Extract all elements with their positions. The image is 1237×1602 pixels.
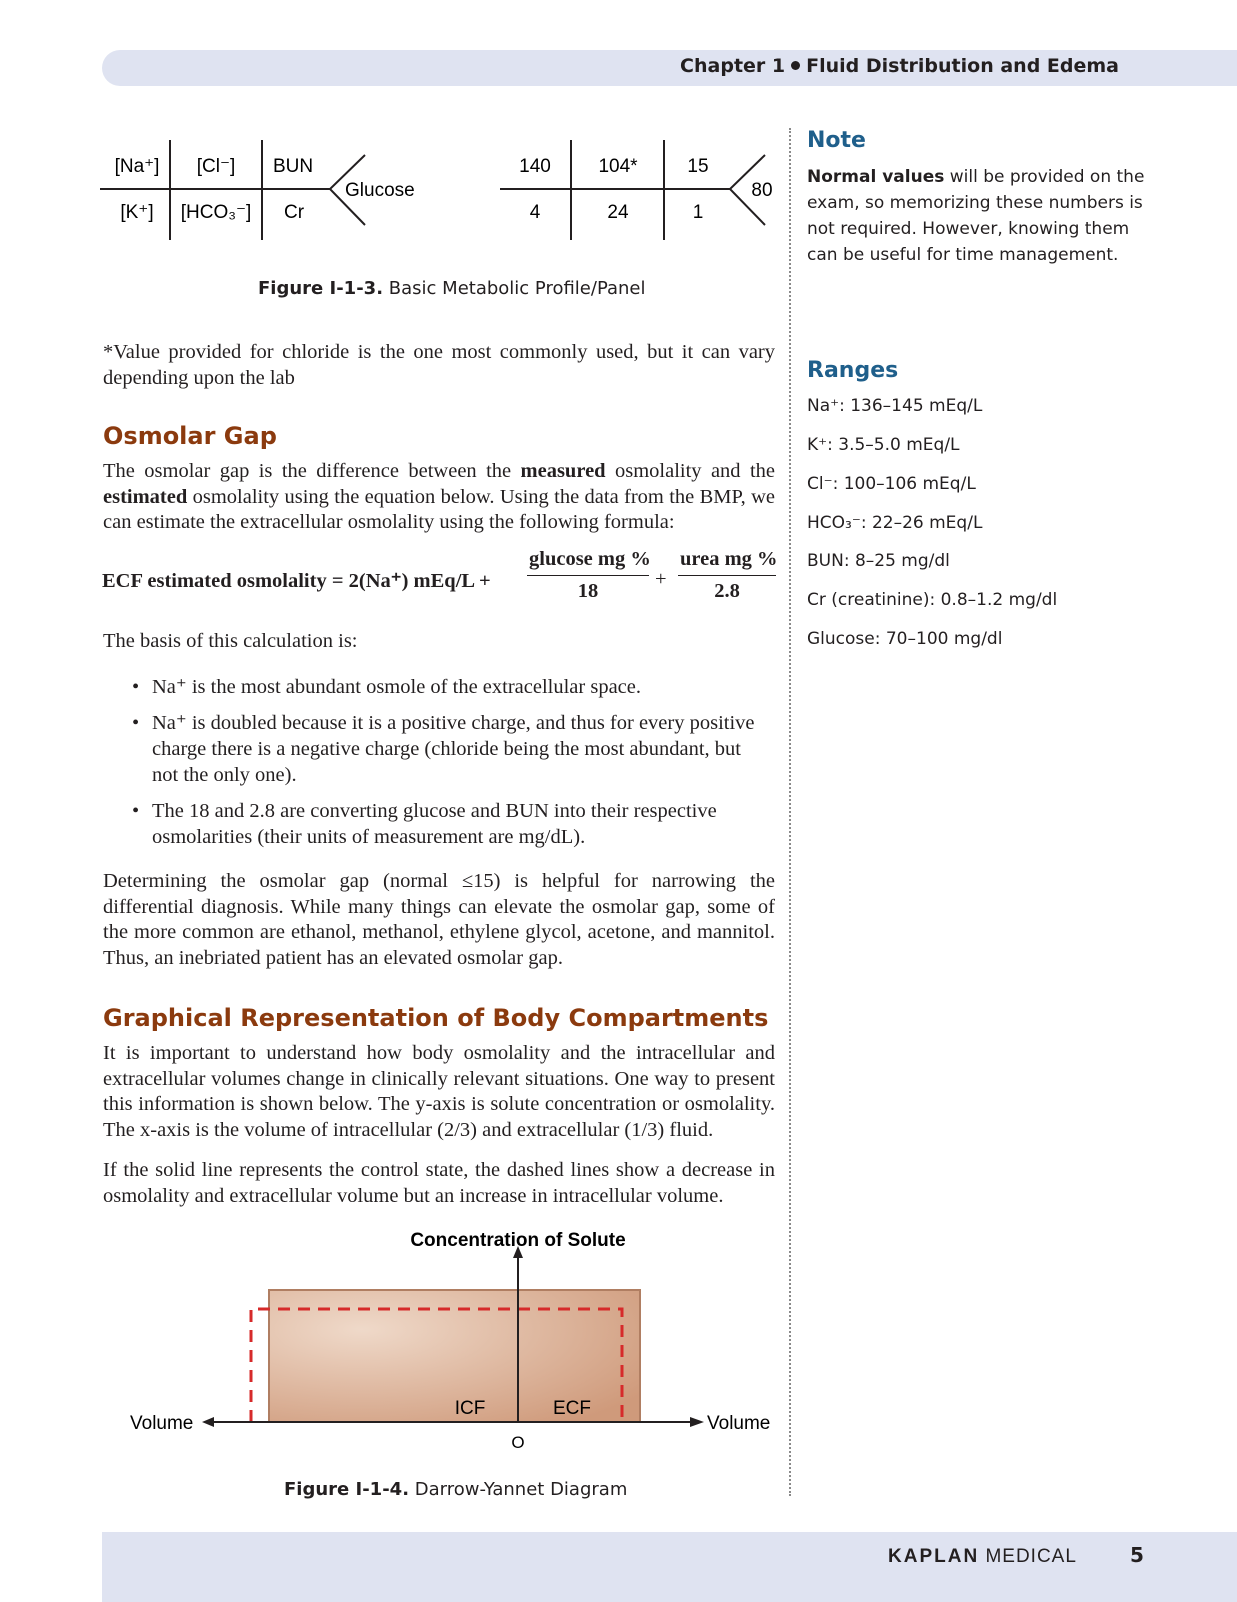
bmp-value-cl: 104* (598, 156, 638, 177)
bmp-value-cr: 1 (692, 202, 704, 223)
bmp-label-k: [K⁺] (120, 202, 154, 223)
bullet-dot: • (132, 676, 140, 698)
figure-3-caption (258, 278, 646, 299)
chapter-title: Fluid Distribution and Edema (806, 55, 1119, 77)
osmolar-gap-paragraph: Determining the osmolar gap (normal ≤15) is helpful for narrowing the differential diagnosis. While many things can elevate the osmolar gap, some of the more common are ethanol, methanol, ethylene glycol, acetone, and mannitol. Thus, an inebriated patient has an elevated osmolar gap. (103, 870, 775, 969)
note-bold: Normal values (807, 167, 945, 187)
bmp-value-na: 140 (519, 156, 551, 177)
figure-4-text: Darrow-Yannet Diagram (414, 1479, 628, 1500)
range-bicarbonate: HCO₃⁻: 22–26 mEq/L (807, 513, 983, 533)
range-bun: BUN: 8–25 mg/dl (807, 551, 950, 571)
bullet-item (132, 798, 772, 850)
bmp-value-bun: 15 (687, 156, 709, 177)
ranges-heading: Ranges (807, 358, 899, 383)
bullet-item (132, 674, 772, 700)
bullet-separator (791, 61, 800, 70)
osmolality-formula (102, 550, 782, 610)
x-axis-left-arrow (202, 1417, 214, 1427)
figure-3-text: Basic Metabolic Profile/Panel (388, 278, 646, 299)
origin-label: O (511, 1433, 525, 1452)
bullet-dot: • (132, 800, 140, 822)
bullet-text: Na⁺ is the most abundant osmole of the extracellular space. (152, 676, 641, 698)
bmp-value-k: 4 (529, 202, 541, 223)
x-axis-left-label: Volume (130, 1413, 194, 1434)
range-glucose: Glucose: 70–100 mg/dl (807, 629, 1003, 649)
bmp-value-hco3: 24 (607, 202, 629, 223)
range-sodium: Na⁺: 136–145 mEq/L (807, 396, 983, 416)
figure-4-caption (284, 1479, 627, 1500)
sidebar-divider (789, 128, 791, 1496)
bullet-text: Na⁺ is doubled because it is a positive charge, and thus for every positive charge there is a negative charge (chloride being the most abundant, but not the only one). (152, 712, 755, 786)
range-chloride: Cl⁻: 100–106 mEq/L (807, 474, 976, 494)
bullet-dot: • (132, 712, 140, 734)
x-axis-right-arrow (690, 1417, 704, 1427)
basis-intro: The basis of this calculation is: (103, 630, 358, 652)
y-axis-title: Concentration of Solute (410, 1232, 626, 1251)
note-body: will be provided on the exam, so memorizing these numbers is not required. However, knowing them can be useful for time management. (807, 167, 1145, 265)
bmp-left-grid (100, 140, 365, 240)
bmp-value-glucose: 80 (751, 180, 773, 201)
bullet-item (132, 710, 772, 788)
bmp-label-glucose: Glucose (345, 180, 415, 201)
intro-text-1: The osmolar gap is the difference between the (103, 460, 521, 482)
formula-glucose-fraction (527, 548, 649, 603)
osmolar-gap-intro (103, 459, 775, 536)
formula-lhs: ECF estimated osmolality = 2(Na⁺) mEq/L + (102, 570, 491, 592)
icf-label: ICF (454, 1398, 486, 1419)
page-number: 5 (1130, 1543, 1144, 1567)
darrow-yannet-diagram (120, 1232, 790, 1452)
compartments-paragraph-1: It is important to understand how body osmolality and the intracellular and extracellular volumes change in clinically relevant situations. One way to present this information is shown below. The y-axis is solute concentration or osmolality. The x-axis is the volume of intracellular (2/3) and extracellular (1/3) fluid. (103, 1042, 775, 1141)
figure-3-label: Figure I-1-3. (258, 278, 384, 299)
range-potassium: K⁺: 3.5–5.0 mEq/L (807, 435, 960, 455)
note-text (807, 164, 1147, 268)
bmp-label-hco3: [HCO₃⁻] (180, 202, 252, 223)
running-header (680, 55, 1119, 77)
bmp-figure (100, 135, 780, 245)
publisher-logo (888, 1546, 1077, 1568)
bmp-label-cl: [Cl⁻] (196, 156, 236, 177)
bmp-right-grid (500, 140, 765, 240)
intro-bold-estimated: estimated (103, 485, 188, 508)
bmp-label-bun: BUN (273, 156, 314, 177)
intro-bold-measured: measured (520, 460, 606, 482)
range-creatinine: Cr (creatinine): 0.8–1.2 mg/dl (807, 590, 1058, 610)
brand-bold: KAPLAN (888, 1546, 980, 1567)
chloride-footnote: *Value provided for chloride is the one most commonly used, but it can vary depending upon the lab (103, 341, 775, 389)
compartments-paragraph-2: If the solid line represents the control state, the dashed lines show a decrease in osmolality and extracellular volume but an increase in intracellular volume. (103, 1159, 775, 1207)
formula-urea-denominator: 2.8 (714, 580, 740, 602)
ecf-label: ECF (553, 1398, 591, 1419)
bmp-label-cr: Cr (284, 202, 305, 223)
formula-urea-fraction (678, 548, 776, 603)
figure-4-label: Figure I-1-4. (284, 1479, 410, 1500)
formula-glucose-denominator: 18 (577, 580, 599, 602)
note-heading: Note (807, 128, 866, 153)
bmp-label-na: [Na⁺] (114, 156, 160, 177)
brand-rest: MEDICAL (985, 1546, 1077, 1567)
formula-plus: + (655, 568, 667, 590)
intro-text-2: osmolality and the (605, 460, 775, 482)
formula-glucose-numerator: glucose mg % (527, 548, 649, 576)
formula-urea-numerator: urea mg % (678, 548, 776, 576)
intro-text-3: osmolality using the equation below. Using the data from the BMP, we can estimate the extracellular osmolality using the following formula: (103, 485, 775, 533)
bullet-text: The 18 and 2.8 are converting glucose and BUN into their respective osmolarities (their units of measurement are mg/dL). (152, 800, 717, 848)
chapter-label: Chapter 1 (680, 55, 786, 77)
osmolar-gap-heading: Osmolar Gap (103, 422, 277, 450)
x-axis-right-label: Volume (707, 1413, 771, 1434)
compartments-heading: Graphical Representation of Body Compartments (103, 1004, 769, 1032)
